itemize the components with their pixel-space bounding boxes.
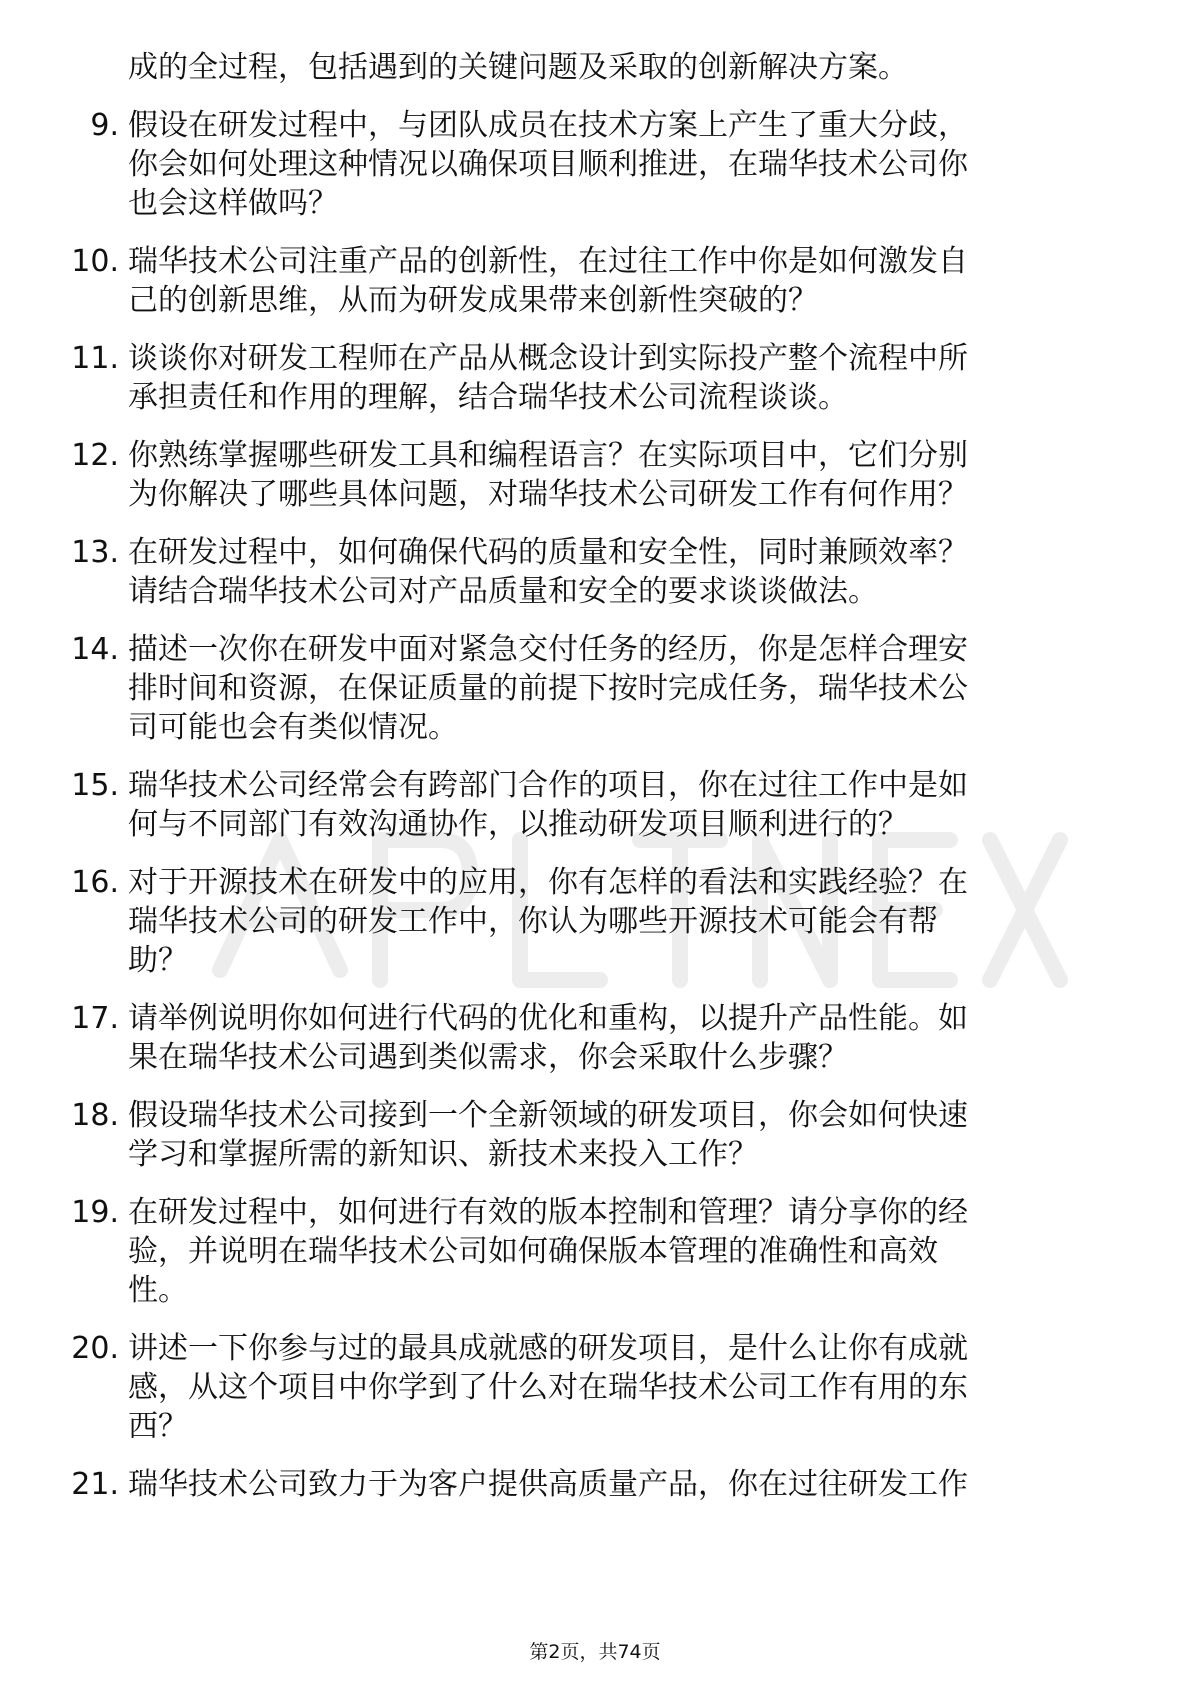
question-text-line: 瑞华技术公司的研发工作中，你认为哪些开源技术可能会有帮 (128, 904, 938, 939)
question-text-line: 请结合瑞华技术公司对产品质量和安全的要求谈谈做法。 (128, 574, 878, 609)
question-text-line: 讲述一下你参与过的最具成就感的研发项目，是什么让你有成就 (128, 1331, 968, 1366)
question-text-line: 在研发过程中，如何确保代码的质量和安全性，同时兼顾效率？ (128, 535, 968, 570)
question-text-line: 也会这样做吗？ (128, 186, 338, 221)
question-text-line: 何与不同部门有效沟通协作，以推动研发项目顺利进行的？ (128, 807, 908, 842)
question-text-line: 假设瑞华技术公司接到一个全新领域的研发项目，你会如何快速 (128, 1098, 968, 1133)
question-text (128, 630, 1113, 747)
question-item (58, 1329, 1113, 1446)
question-item (58, 242, 1113, 320)
question-number: 14. (71, 632, 119, 667)
questions-content (58, 48, 1113, 1523)
question-text-line: 司可能也会有类似情况。 (128, 710, 458, 745)
question-text-line: 瑞华技术公司注重产品的创新性，在过往工作中你是如何激发自 (128, 244, 968, 279)
question-text (128, 863, 1113, 980)
question-text-line: 己的创新思维，从而为研发成果带来创新性突破的？ (128, 283, 818, 318)
question-number: 15. (71, 768, 119, 803)
question-list (58, 106, 1113, 1504)
question-number: 11. (71, 341, 119, 376)
question-text (128, 242, 1113, 320)
question-item (58, 533, 1113, 611)
question-number: 20. (71, 1331, 119, 1366)
question-text-line: 为你解决了哪些具体问题，对瑞华技术公司研发工作有何作用？ (128, 477, 968, 512)
question-number: 9. (90, 108, 119, 143)
question-text-line: 果在瑞华技术公司遇到类似需求，你会采取什么步骤？ (128, 1040, 848, 1075)
question-text (128, 1096, 1113, 1174)
question-item (58, 106, 1113, 223)
question-text-line: 瑞华技术公司致力于为客户提供高质量产品，你在过往研发工作 (128, 1467, 968, 1502)
question-text-line: 助？ (128, 943, 188, 978)
question-text-line: 请举例说明你如何进行代码的优化和重构，以提升产品性能。如 (128, 1001, 968, 1036)
question-text-line: 验，并说明在瑞华技术公司如何确保版本管理的准确性和高效 (128, 1234, 938, 1269)
page-footer: 第2页，共74页 (529, 1641, 661, 1663)
question-item (58, 999, 1113, 1077)
question-item (58, 630, 1113, 747)
question-text-line: 你会如何处理这种情况以确保项目顺利推进，在瑞华技术公司你 (128, 147, 968, 182)
question-text-line: 对于开源技术在研发中的应用，你有怎样的看法和实践经验？在 (128, 865, 968, 900)
question-item (58, 863, 1113, 980)
question-item (58, 1465, 1113, 1504)
question-text-line: 描述一次你在研发中面对紧急交付任务的经历，你是怎样合理安 (128, 632, 968, 667)
question-text-line: 性。 (128, 1273, 188, 1308)
question-text-line: 在研发过程中，如何进行有效的版本控制和管理？请分享你的经 (128, 1195, 968, 1230)
question-item (58, 766, 1113, 844)
question-text-line: 谈谈你对研发工程师在产品从概念设计到实际投产整个流程中所 (128, 341, 968, 376)
question-text (128, 1465, 1113, 1504)
question-text (128, 339, 1113, 417)
question-item (58, 1193, 1113, 1310)
question-text-line: 承担责任和作用的理解，结合瑞华技术公司流程谈谈。 (128, 380, 848, 415)
question-number: 18. (71, 1098, 119, 1133)
question-text (128, 1329, 1113, 1446)
question-number: 16. (71, 865, 119, 900)
question-item (58, 339, 1113, 417)
question-text (128, 106, 1113, 223)
question-number: 12. (71, 438, 119, 473)
question-number: 13. (71, 535, 119, 570)
question-item (58, 436, 1113, 514)
question-number: 10. (71, 244, 119, 279)
question-text (128, 999, 1113, 1077)
question-text-line: 排时间和资源，在保证质量的前提下按时完成任务，瑞华技术公 (128, 671, 968, 706)
question-text-line: 学习和掌握所需的新知识、新技术来投入工作？ (128, 1137, 758, 1172)
question-text-line: 假设在研发过程中，与团队成员在技术方案上产生了重大分歧， (128, 108, 968, 143)
question-number: 21. (71, 1467, 119, 1502)
question-text-line: 瑞华技术公司经常会有跨部门合作的项目，你在过往工作中是如 (128, 768, 968, 803)
question-text-line: 感，从这个项目中你学到了什么对在瑞华技术公司工作有用的东 (128, 1370, 968, 1405)
question-text (128, 1193, 1113, 1310)
question-text (128, 766, 1113, 844)
question-number: 17. (71, 1001, 119, 1036)
question-text-line: 西？ (128, 1409, 188, 1444)
question-text (128, 533, 1113, 611)
question-text-line: 你熟练掌握哪些研发工具和编程语言？在实际项目中，它们分别 (128, 438, 968, 473)
continuation-text: 成的全过程，包括遇到的关键问题及采取的创新解决方案。 (128, 50, 908, 85)
question-text (128, 436, 1113, 514)
question-number: 19. (71, 1195, 119, 1230)
question-item (58, 1096, 1113, 1174)
